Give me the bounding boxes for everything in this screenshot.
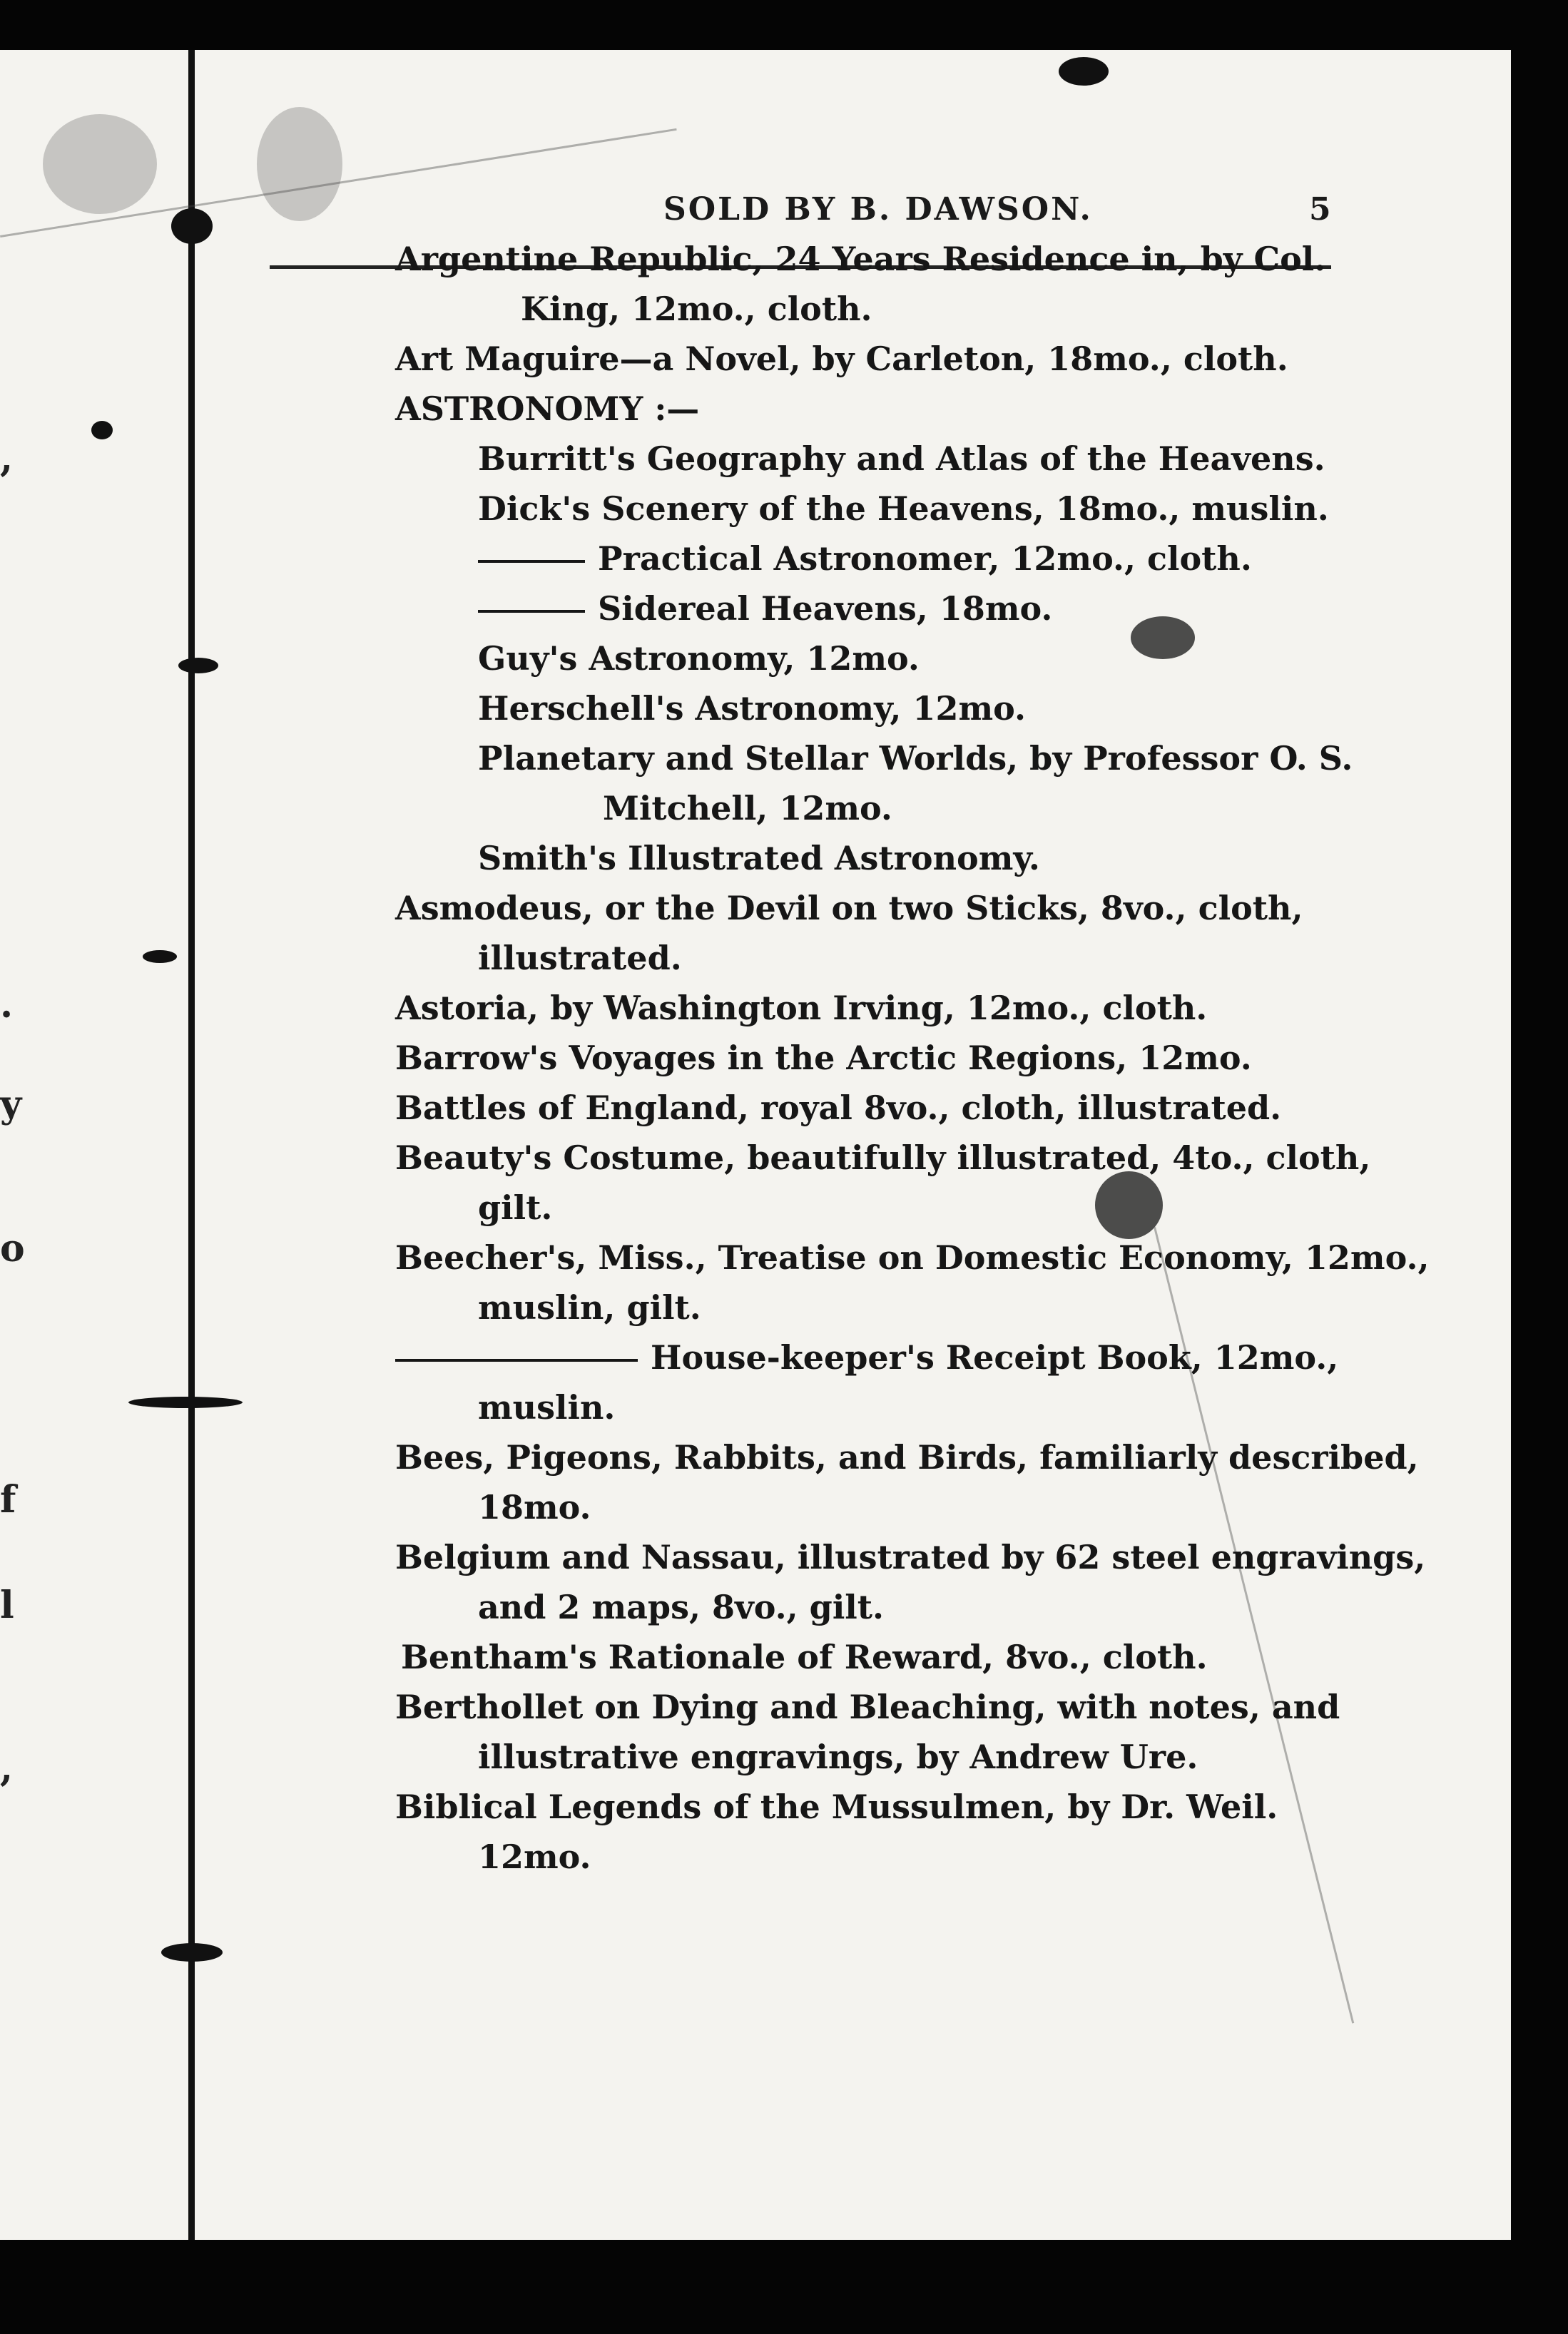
book-entry-line bbox=[478, 1837, 591, 1877]
book-entry-text: Berthollet on Dying and Bleaching, with notes, and bbox=[395, 1688, 1340, 1726]
page-header: SOLD BY B. DAWSON. bbox=[663, 191, 1093, 228]
ink-blot bbox=[143, 950, 177, 963]
stain bbox=[257, 107, 342, 221]
book-entry-line bbox=[395, 1088, 1281, 1128]
book-entry-text: Smith's Illustrated Astronomy. bbox=[478, 839, 1040, 877]
book-entry-text: Bees, Pigeons, Rabbits, and Birds, familiarly described, bbox=[395, 1438, 1419, 1477]
book-entry-text: Bentham's Rationale of Reward, 8vo., cloth. bbox=[401, 1638, 1208, 1676]
scanned-page bbox=[0, 50, 1511, 2240]
book-entry-line bbox=[478, 439, 1325, 479]
book-entry-text: Guy's Astronomy, 12mo. bbox=[478, 639, 920, 678]
ink-blot bbox=[128, 1397, 243, 1408]
book-entry-line bbox=[395, 1787, 1278, 1827]
margin-fragment: f bbox=[0, 1478, 16, 1522]
page-number: 5 bbox=[1309, 191, 1331, 228]
book-entry-line bbox=[478, 1387, 615, 1427]
book-entry-line bbox=[401, 1637, 1208, 1677]
book-entry-text: Sidereal Heavens, 18mo. bbox=[598, 589, 1053, 628]
book-entry-line bbox=[478, 539, 1252, 579]
book-entry-line bbox=[395, 339, 1288, 379]
book-entry-text: and 2 maps, 8vo., gilt. bbox=[478, 1588, 885, 1626]
book-entry-line bbox=[395, 1238, 1430, 1278]
book-entry-text: 12mo. bbox=[478, 1838, 591, 1876]
margin-fragment: . bbox=[0, 983, 14, 1026]
book-entry-line bbox=[395, 1138, 1370, 1178]
book-entry-text: Astoria, by Washington Irving, 12mo., cloth. bbox=[395, 989, 1208, 1027]
book-entry-line bbox=[478, 588, 1052, 628]
book-entry-text: Beecher's, Miss., Treatise on Domestic Economy, 12mo., bbox=[395, 1238, 1430, 1277]
margin-fragment: l bbox=[0, 1584, 14, 1627]
book-entry-text: Belgium and Nassau, illustrated by 62 steel engravings, bbox=[395, 1538, 1426, 1576]
book-entry-line bbox=[478, 1587, 884, 1627]
book-entry-text: illustrated. bbox=[478, 939, 682, 977]
stain bbox=[43, 114, 157, 214]
book-entry-line bbox=[478, 688, 1026, 728]
book-entry-text: Beauty's Costume, beautifully illustrated, 4to., cloth, bbox=[395, 1138, 1371, 1177]
book-entry-line bbox=[521, 289, 872, 329]
book-entry-line bbox=[395, 888, 1303, 928]
book-entry-line bbox=[478, 838, 1040, 878]
ditto-dash bbox=[395, 1359, 638, 1362]
book-entry-text: Planetary and Stellar Worlds, by Professor O. S. bbox=[478, 739, 1353, 778]
book-entry-line bbox=[478, 489, 1329, 529]
book-entry-line bbox=[603, 788, 892, 828]
book-entry-text: muslin, gilt. bbox=[478, 1288, 701, 1327]
book-entry-line bbox=[478, 638, 920, 678]
book-entry-line bbox=[478, 1188, 552, 1228]
ditto-dash bbox=[478, 560, 585, 563]
book-entry-line bbox=[395, 1687, 1340, 1727]
ditto-dash bbox=[478, 610, 585, 613]
book-entry-text: Biblical Legends of the Mussulmen, by Dr. Weil. bbox=[395, 1788, 1278, 1826]
book-entry-text: Barrow's Voyages in the Arctic Regions, 12mo. bbox=[395, 1039, 1252, 1077]
book-entry-text: Art Maguire—a Novel, by Carleton, 18mo., cloth. bbox=[395, 340, 1288, 378]
book-entry-text: illustrative engravings, by Andrew Ure. bbox=[478, 1738, 1198, 1776]
book-entry-line bbox=[395, 1437, 1419, 1477]
book-entry-line bbox=[478, 1487, 591, 1527]
book-entry-text: Burritt's Geography and Atlas of the Heavens. bbox=[478, 439, 1325, 478]
book-entry-line bbox=[395, 389, 699, 429]
book-entry-text: King, 12mo., cloth. bbox=[521, 290, 872, 328]
book-entry-line bbox=[395, 988, 1207, 1028]
book-entry-text: Battles of England, royal 8vo., cloth, illustrated. bbox=[395, 1089, 1282, 1127]
margin-fragment: y bbox=[0, 1083, 22, 1126]
ink-blot bbox=[91, 421, 113, 439]
book-entry-text: Mitchell, 12mo. bbox=[603, 789, 892, 827]
book-entry-text: ASTRONOMY :— bbox=[395, 389, 700, 428]
book-entry-text: muslin. bbox=[478, 1388, 616, 1427]
ink-spot bbox=[1131, 616, 1195, 659]
ink-blot bbox=[1059, 57, 1109, 86]
book-entry-line bbox=[395, 1537, 1425, 1577]
book-entry-text: Herschell's Astronomy, 12mo. bbox=[478, 689, 1027, 728]
book-entry-line bbox=[478, 1288, 701, 1327]
ink-spot bbox=[1095, 1171, 1163, 1239]
book-entry-line bbox=[478, 738, 1353, 778]
book-entry-text: House-keeper's Receipt Book, 12mo., bbox=[651, 1338, 1339, 1377]
book-entry-line bbox=[395, 239, 1325, 279]
ink-blot bbox=[171, 208, 213, 244]
book-entry-text: Asmodeus, or the Devil on two Sticks, 8vo., cloth, bbox=[395, 889, 1303, 927]
book-entry-text: gilt. bbox=[478, 1188, 553, 1227]
book-entry-line bbox=[478, 1737, 1198, 1777]
ink-blot bbox=[178, 658, 218, 673]
binding-spine bbox=[188, 50, 195, 2240]
book-entry-text: Practical Astronomer, 12mo., cloth. bbox=[598, 539, 1252, 578]
book-entry-text: Argentine Republic, 24 Years Residence in, by Col. bbox=[395, 240, 1326, 278]
book-entry-line bbox=[478, 938, 682, 978]
book-entry-line bbox=[395, 1337, 1338, 1377]
margin-fragment: o bbox=[0, 1227, 25, 1270]
book-entry-text: Dick's Scenery of the Heavens, 18mo., muslin. bbox=[478, 489, 1329, 528]
margin-fragment: , bbox=[0, 437, 14, 480]
book-entry-line bbox=[395, 1038, 1252, 1078]
book-entry-text: 18mo. bbox=[478, 1488, 591, 1527]
ink-blot bbox=[161, 1943, 223, 1962]
margin-fragment: , bbox=[0, 1746, 14, 1790]
